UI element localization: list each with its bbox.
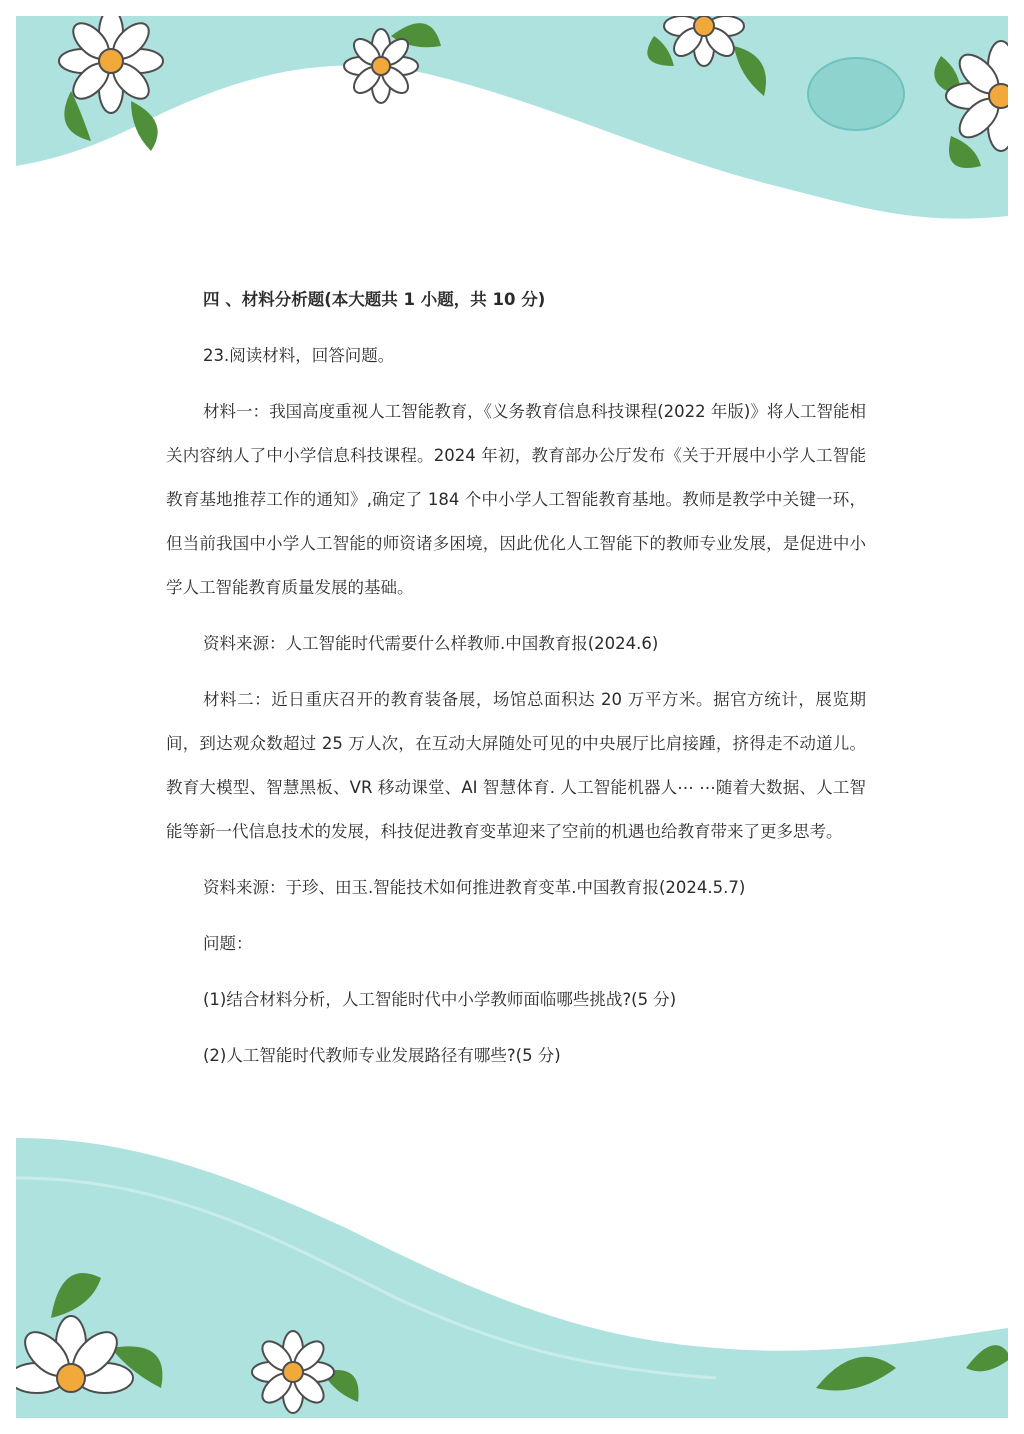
top-floral-decoration (16, 16, 1008, 256)
material-one-source: 资料来源：人工智能时代需要什么样教师.中国教育报(2024.6) (203, 634, 659, 653)
material-two-text: 材料二：近日重庆召开的教育装备展，场馆总面积达 20 万平方米。据官方统计，展览期 间，到达观众数超过 25 万人次，在互动大屏随处可见的中央展厅比肩接踵，挤得走不动道儿。教育大模型、智慧黑板、VR 移动课堂、AI 智慧体育. 人工智能机器人⋯ ⋯随着大数据、人工智能等新一代信息技术的发展，科技促进教育变革迎来了空前的机遇也给教育带来了更多思考。 (166, 690, 866, 841)
top-egg-shape (808, 58, 904, 130)
question-item: (1)结合材料分析，人工智能时代中小学教师面临哪些挑战?(5 分) (203, 990, 677, 1009)
material-two-source: 资料来源：于珍、田玉.智能技术如何推进教育变革.中国教育报(2024.5.7) (203, 878, 746, 897)
question-item: (2)人工智能时代教师专业发展路径有哪些?(5 分) (203, 1046, 561, 1065)
bottom-floral-decoration (16, 1138, 1008, 1418)
material-analysis-section (166, 278, 866, 1078)
questions-label: 问题： (203, 934, 253, 953)
material-one-text: 材料一：我国高度重视人工智能教育，《义务教育信息科技课程(2022 年版)》将人工智能相关内容纳人了中小学信息科技课程。2024 年初，教育部办公厅发布《关于开展中小学人工智能教育基地推荐工作的通知》,确定了 184 个中小学人工智能教育基地。教师是教学中关键一环，但当前我国中小学人工智能的师资诸多困境，因此优化人工智能下的教师专业发展，是促进中小学人工智能教育质量发展的基础。 (166, 402, 866, 597)
page (16, 16, 1008, 1418)
section-heading: 四 、材料分析题(本大题共 1 小题，共 10 分) (203, 290, 546, 309)
question-intro: 23.阅读材料，回答问题。 (203, 346, 395, 365)
